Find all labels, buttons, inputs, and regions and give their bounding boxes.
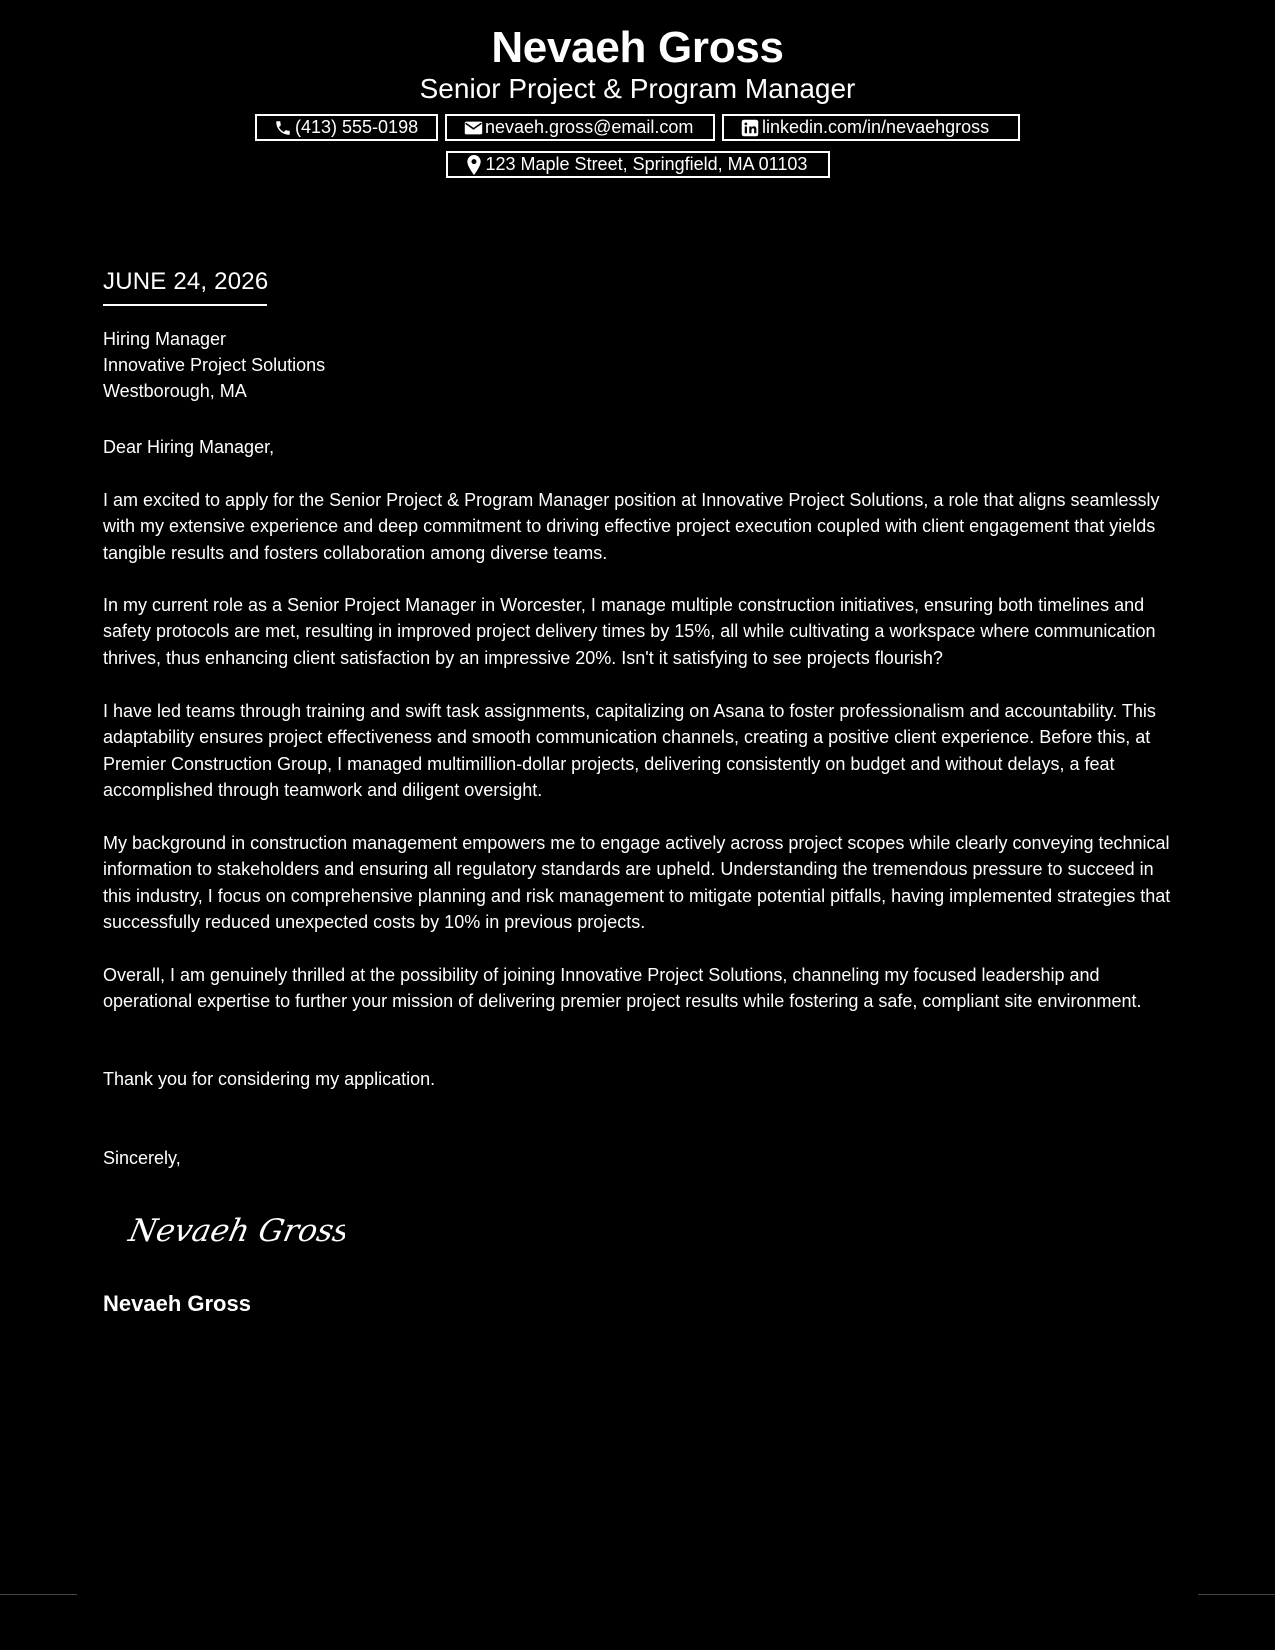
applicant-name: Nevaeh Gross	[491, 23, 784, 72]
linkedin-text: linkedin.com/in/nevaehgross	[762, 117, 990, 137]
body-paragraph: I have led teams through training and swift task assignments, capitalizing on Asana to foster professionalism and accountability. This adaptability ensures project effectiveness and smooth communication channels, creating a positive client experience. Before this, at Premier Construction Group, I managed multimillion-dollar projects, delivering consistently on budget and without delays, a feat accomplished through teamwork and diligent oversight.	[103, 701, 1156, 801]
svg-text:Nevaeh Gross	[125, 1213, 345, 1249]
applicant-title: Senior Project & Program Manager	[419, 73, 856, 104]
linkedin-icon	[740, 118, 760, 138]
contact-row	[0, 114, 1275, 141]
body-paragraph: Thank you for considering my application.	[103, 1069, 436, 1089]
email-text: nevaeh.gross@email.com	[485, 117, 694, 137]
date-underline	[103, 304, 267, 306]
body-paragraph: My background in construction management empowers me to engage actively across project scopes while clearly conveying technical information to stakeholders and ensuring all regulatory standards are upheld. Understanding the tremendous pressure to succeed in this industry, I focus on comprehensive planning and risk management to mitigate potential pitfalls, having implemented strategies that successfully reduced unexpected costs by 10% in previous projects.	[103, 833, 1171, 933]
linkedin-chip	[722, 114, 1020, 141]
recipient-line: Hiring Manager	[103, 329, 227, 349]
phone-icon	[273, 118, 293, 138]
contact-row	[0, 151, 1275, 178]
email-chip	[445, 114, 715, 141]
handwritten-signature	[125, 1205, 345, 1255]
body-paragraph: Overall, I am genuinely thrilled at the possibility of joining Innovative Project Solutions, channeling my focused leadership and operational expertise to further your mission of delivering premier project results while fostering a safe, compliant site environment.	[103, 965, 1142, 1012]
map-marker-icon	[464, 155, 484, 175]
address-chip	[446, 151, 830, 178]
phone-text: (413) 555-0198	[295, 117, 419, 137]
body-paragraph: In my current role as a Senior Project Manager in Worcester, I manage multiple construction initiatives, ensuring both timelines and safety protocols are met, resulting in improved project delivery times by 15%, all while cultivating a workspace where communication thrives, thus enhancing client satisfaction by an impressive 20%. Isn't it satisfying to see projects flourish?	[103, 595, 1156, 668]
signature-text: Nevaeh Gross	[125, 1213, 345, 1249]
footer-divider-left	[0, 1594, 77, 1595]
recipient-block	[103, 326, 325, 404]
salutation: Dear Hiring Manager,	[103, 437, 275, 457]
body-paragraph: I am excited to apply for the Senior Project & Program Manager position at Innovative Project Solutions, a role that aligns seamlessly with my extensive experience and deep commitment to driving effective project execution coupled with client engagement that yields tangible results and fosters collaboration among diverse teams.	[103, 490, 1160, 563]
closing: Sincerely,	[103, 1148, 181, 1168]
envelope-icon	[463, 118, 483, 138]
footer-divider-right	[1198, 1594, 1275, 1595]
letter-date: JUNE 24, 2026	[103, 268, 269, 295]
recipient-line: Innovative Project Solutions	[103, 355, 326, 375]
recipient-line: Westborough, MA	[103, 381, 247, 401]
signed-name: Nevaeh Gross	[103, 1291, 251, 1316]
phone-chip	[255, 114, 438, 141]
address-text: 123 Maple Street, Springfield, MA 01103	[485, 154, 808, 174]
